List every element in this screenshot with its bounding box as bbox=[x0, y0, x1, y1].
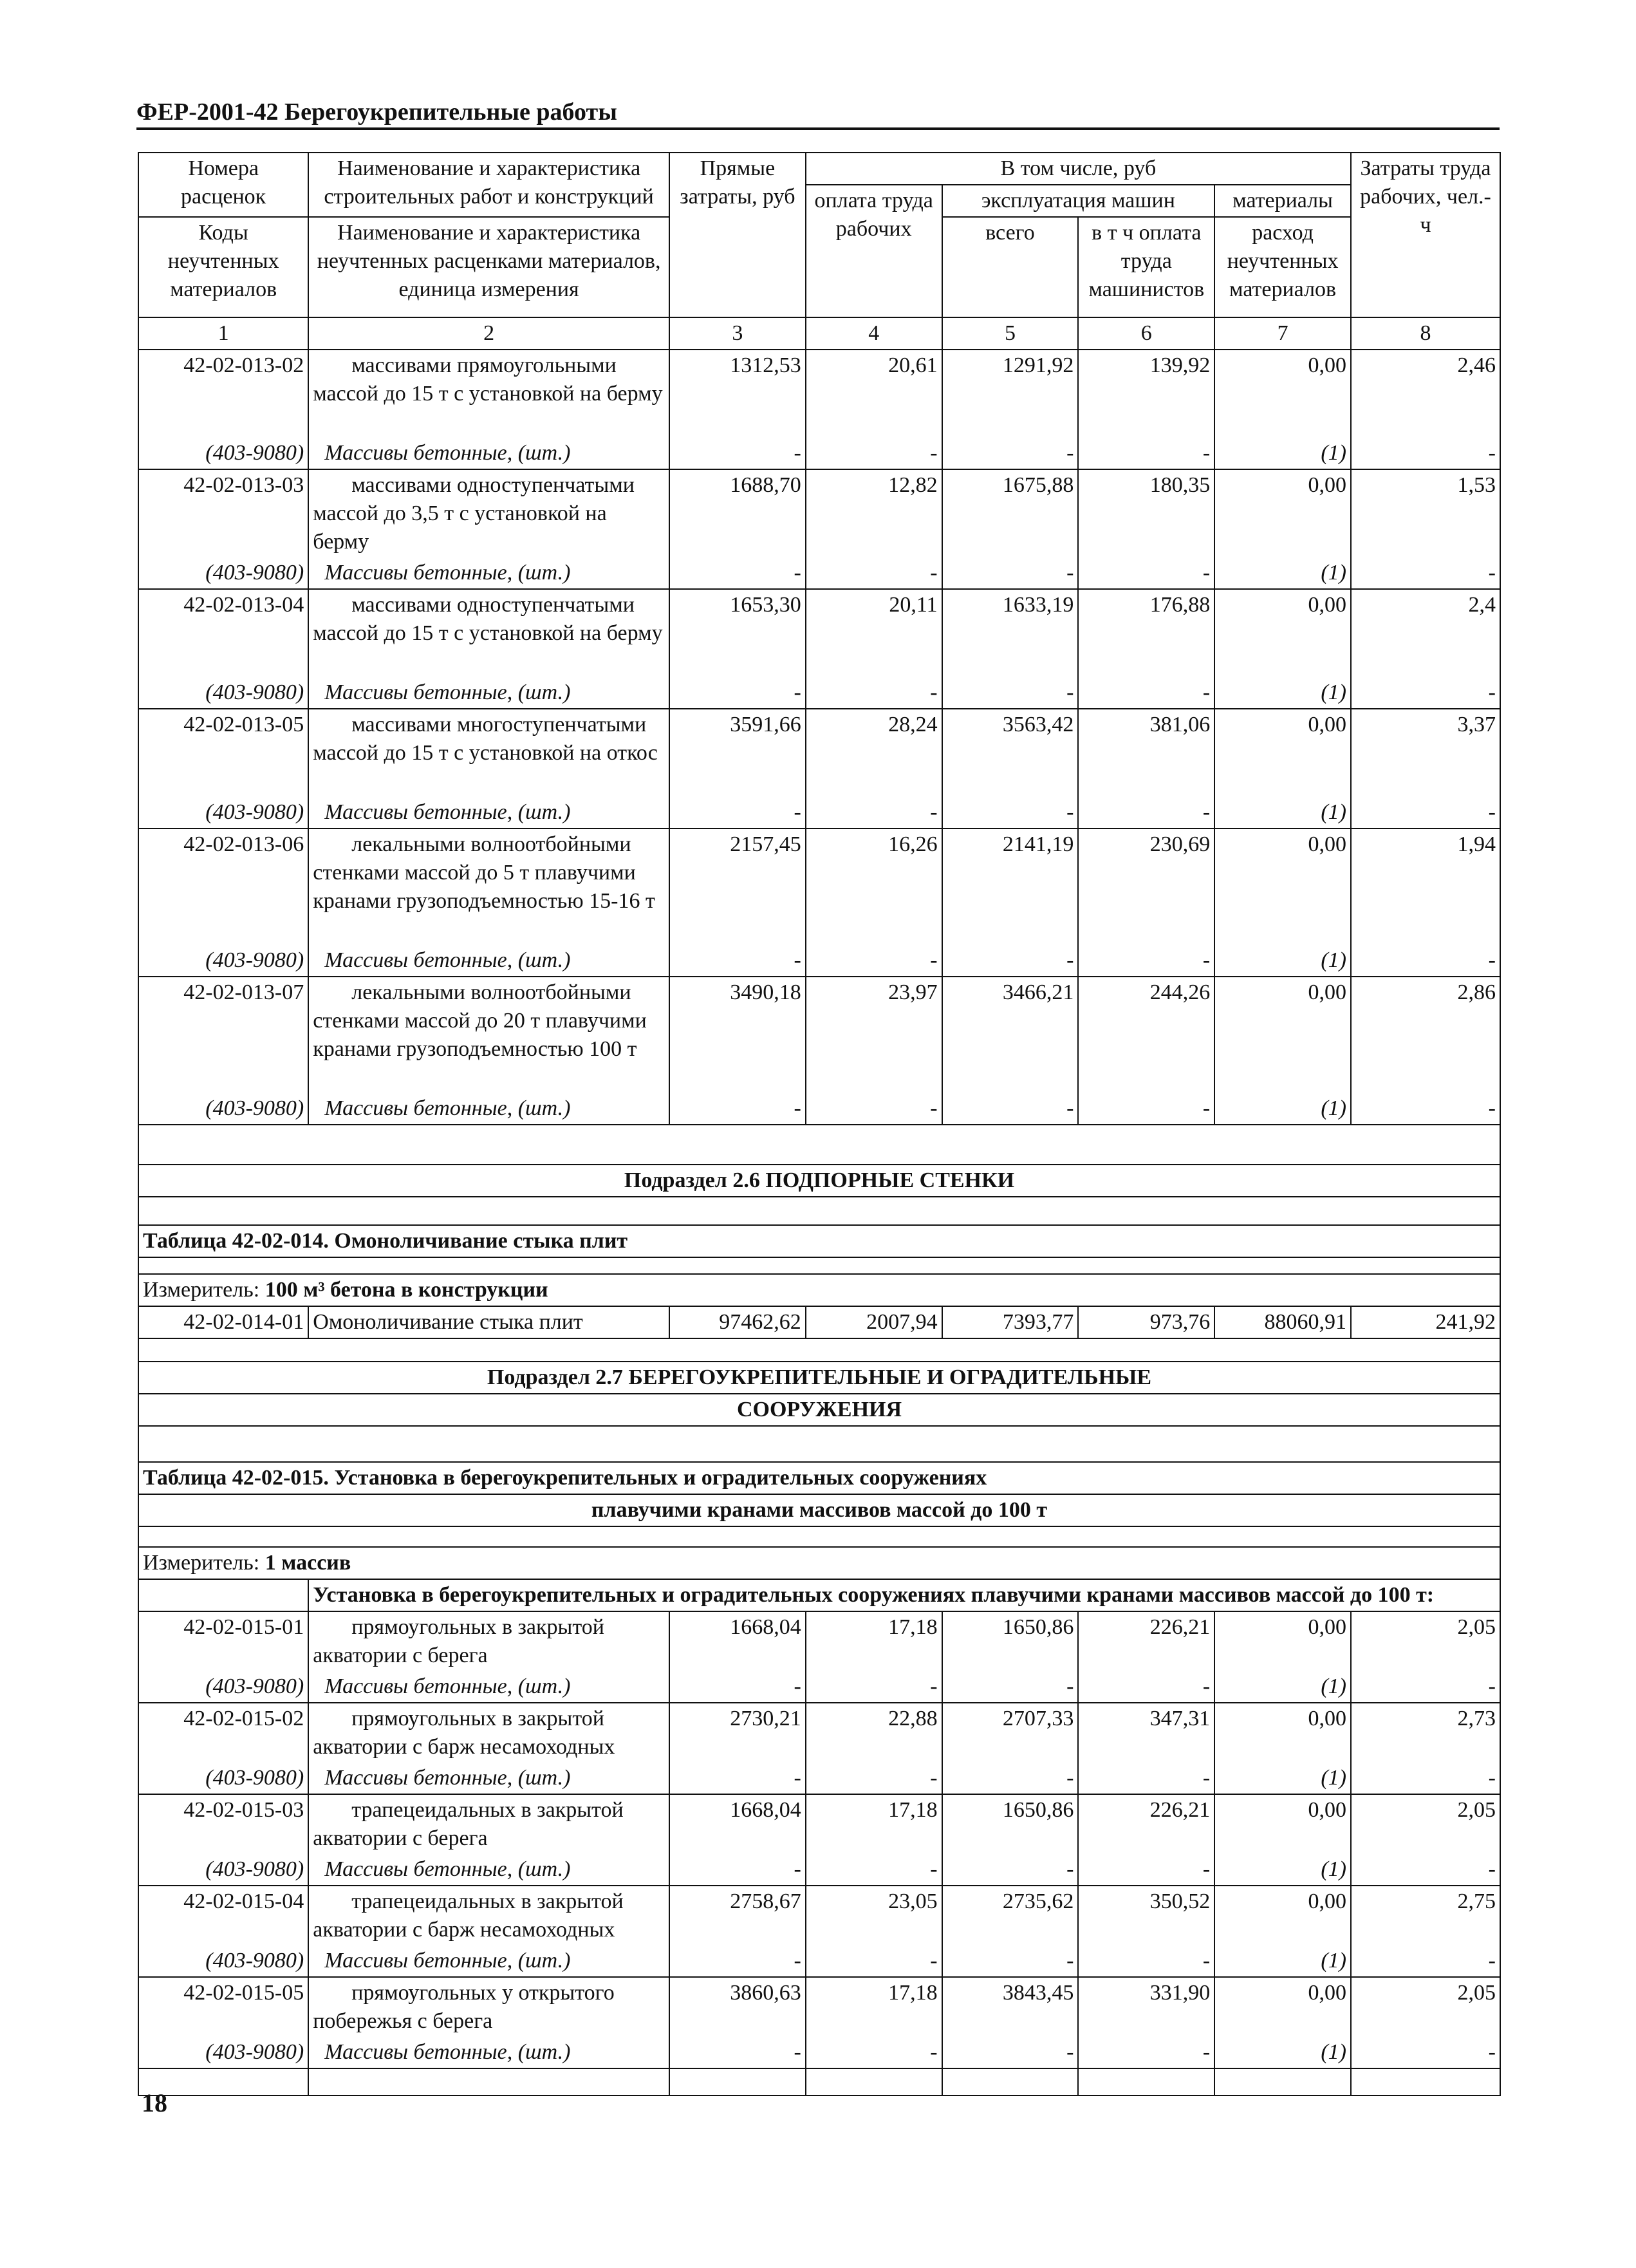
material-name: Массивы бетонные, (шт.) bbox=[308, 2037, 669, 2068]
material-row bbox=[138, 2037, 1500, 2068]
rate-code: 42-02-015-04 bbox=[138, 1886, 308, 1945]
material-code: (403-9080) bbox=[138, 1093, 308, 1125]
rate-code: 42-02-015-05 bbox=[138, 1977, 308, 2037]
rate-value: 2141,19 bbox=[942, 829, 1079, 945]
rate-name: прямоугольных в закрытой акватории с берега bbox=[308, 1611, 669, 1671]
material-code: (403-9080) bbox=[138, 677, 308, 709]
material-value: - bbox=[1351, 797, 1500, 829]
rate-name: массивами многоступенчатыми массой до 15 т с установкой на откос bbox=[308, 709, 669, 797]
material-value: - bbox=[942, 1945, 1079, 1977]
material-code: (403-9080) bbox=[138, 438, 308, 469]
material-code: (403-9080) bbox=[138, 1854, 308, 1886]
rate-code: 42-02-013-02 bbox=[138, 350, 308, 438]
material-value: (1) bbox=[1214, 1671, 1351, 1703]
material-value: - bbox=[669, 797, 806, 829]
material-value: - bbox=[806, 438, 942, 469]
material-value: - bbox=[1078, 1763, 1214, 1794]
table-end-row bbox=[138, 2068, 1500, 2095]
rate-value: 1653,30 bbox=[669, 589, 806, 677]
table-42-02-015-body bbox=[138, 1611, 1500, 2068]
material-value: (1) bbox=[1214, 945, 1351, 977]
table-42-02-015-title-1: Таблица 42-02-015. Установка в берегоукрепительных и оградительных сооружениях bbox=[138, 1462, 1500, 1494]
column-number-7: 7 bbox=[1214, 317, 1351, 350]
material-value: - bbox=[1078, 2037, 1214, 2068]
material-value: - bbox=[1351, 558, 1500, 589]
rate-value: 0,00 bbox=[1214, 977, 1351, 1093]
material-value: - bbox=[806, 1945, 942, 1977]
rate-value: 0,00 bbox=[1214, 469, 1351, 558]
material-value: - bbox=[1351, 945, 1500, 977]
material-value: - bbox=[942, 1093, 1079, 1125]
material-value: - bbox=[1078, 1945, 1214, 1977]
material-value: - bbox=[806, 797, 942, 829]
rate-name: массивами одноступенчатыми массой до 15 т с установкой на берму bbox=[308, 589, 669, 677]
rate-value: 2,73 bbox=[1351, 1703, 1500, 1763]
rate-value: 0,00 bbox=[1214, 1794, 1351, 1854]
material-name: Массивы бетонные, (шт.) bbox=[308, 438, 669, 469]
rate-code: 42-02-013-03 bbox=[138, 469, 308, 558]
material-value: - bbox=[1078, 677, 1214, 709]
material-code: (403-9080) bbox=[138, 945, 308, 977]
machines-header: эксплуатация машин bbox=[942, 185, 1215, 217]
material-value: (1) bbox=[1214, 438, 1351, 469]
material-value: - bbox=[806, 1093, 942, 1125]
material-code: (403-9080) bbox=[138, 558, 308, 589]
material-value: - bbox=[942, 438, 1079, 469]
rate-value: 1,53 bbox=[1351, 469, 1500, 558]
rate-code: 42-02-013-04 bbox=[138, 589, 308, 677]
rate-name: массивами прямоугольными массой до 15 т с установкой на берму bbox=[308, 350, 669, 438]
table-row bbox=[138, 350, 1500, 438]
rate-value: 3490,18 bbox=[669, 977, 806, 1093]
material-value: - bbox=[942, 558, 1079, 589]
material-row bbox=[138, 1945, 1500, 1977]
material-value: (1) bbox=[1214, 1945, 1351, 1977]
group-heading-row bbox=[138, 1579, 1500, 1611]
material-value: - bbox=[669, 1854, 806, 1886]
rate-value: 20,11 bbox=[806, 589, 942, 677]
rate-name: массивами одноступенчатыми массой до 3,5 т с установкой на берму bbox=[308, 469, 669, 558]
material-value: - bbox=[1351, 438, 1500, 469]
rate-value: 2,05 bbox=[1351, 1794, 1500, 1854]
rate-value: 1650,86 bbox=[942, 1611, 1079, 1671]
section-2-6 bbox=[138, 1125, 1500, 1338]
material-code: (403-9080) bbox=[138, 2037, 308, 2068]
table-row bbox=[138, 1794, 1500, 1854]
material-row bbox=[138, 1854, 1500, 1886]
material-value: - bbox=[1351, 677, 1500, 709]
rate-value: 16,26 bbox=[806, 829, 942, 945]
material-value: (1) bbox=[1214, 558, 1351, 589]
material-value: (1) bbox=[1214, 1854, 1351, 1886]
rate-value: 0,00 bbox=[1214, 1886, 1351, 1945]
material-value: - bbox=[806, 945, 942, 977]
table-row bbox=[138, 1977, 1500, 2037]
material-value: - bbox=[942, 1854, 1079, 1886]
rate-value: 0,00 bbox=[1214, 1611, 1351, 1671]
rate-value: 2,86 bbox=[1351, 977, 1500, 1093]
rate-value: 23,05 bbox=[806, 1886, 942, 1945]
material-value: - bbox=[1351, 2037, 1500, 2068]
rate-code: 42-02-013-05 bbox=[138, 709, 308, 797]
rate-value: 1668,04 bbox=[669, 1794, 806, 1854]
material-row bbox=[138, 1671, 1500, 1703]
column-number-6: 6 bbox=[1078, 317, 1214, 350]
material-value: - bbox=[1351, 1093, 1500, 1125]
material-value: - bbox=[1078, 1093, 1214, 1125]
material-value: (1) bbox=[1214, 797, 1351, 829]
rate-value: 2,46 bbox=[1351, 350, 1500, 438]
rate-value: 347,31 bbox=[1078, 1703, 1214, 1763]
col3-header: Прямые затраты, руб bbox=[669, 153, 806, 317]
material-value: - bbox=[942, 2037, 1079, 2068]
material-row bbox=[138, 945, 1500, 977]
rate-value: 180,35 bbox=[1078, 469, 1214, 558]
col5-header: всего bbox=[942, 217, 1079, 317]
rate-value: 1650,86 bbox=[942, 1794, 1079, 1854]
rate-value: 17,18 bbox=[806, 1977, 942, 2037]
rate-value: 3591,66 bbox=[669, 709, 806, 797]
table-row bbox=[138, 829, 1500, 945]
table-42-02-013-body bbox=[138, 350, 1500, 1125]
section-2-7 bbox=[138, 1338, 1500, 1611]
column-number-row bbox=[138, 317, 1500, 350]
material-name: Массивы бетонные, (шт.) bbox=[308, 558, 669, 589]
material-value: - bbox=[669, 677, 806, 709]
material-value: - bbox=[1351, 1945, 1500, 1977]
rate-name: трапецеидальных в закрытой акватории с берега bbox=[308, 1794, 669, 1854]
rate-code: 42-02-015-02 bbox=[138, 1703, 308, 1763]
material-value: - bbox=[1351, 1763, 1500, 1794]
measure-42-02-014: Измеритель: 100 м³ бетона в конструкции bbox=[138, 1274, 1500, 1306]
material-value: - bbox=[942, 945, 1079, 977]
material-name: Массивы бетонные, (шт.) bbox=[308, 677, 669, 709]
material-value: - bbox=[669, 945, 806, 977]
rate-value: 0,00 bbox=[1214, 709, 1351, 797]
rate-name: прямоугольных у открытого побережья с берега bbox=[308, 1977, 669, 2037]
table-42-02-014-title: Таблица 42-02-014. Омоноличивание стыка плит bbox=[138, 1225, 1500, 1257]
material-name: Массивы бетонные, (шт.) bbox=[308, 1763, 669, 1794]
rate-value: 2758,67 bbox=[669, 1886, 806, 1945]
material-code: (403-9080) bbox=[138, 1763, 308, 1794]
material-value: - bbox=[1078, 1854, 1214, 1886]
rate-value: 350,52 bbox=[1078, 1886, 1214, 1945]
section-2-7-title-2: СООРУЖЕНИЯ bbox=[138, 1394, 1500, 1426]
rate-name: прямоугольных в закрытой акватории с барж несамоходных bbox=[308, 1703, 669, 1763]
col4-header: оплата труда рабочих bbox=[806, 185, 942, 317]
rate-code: 42-02-013-06 bbox=[138, 829, 308, 945]
document-title: ФЕР-2001-42 Берегоукрепительные работы bbox=[136, 98, 1500, 130]
rate-value: 2157,45 bbox=[669, 829, 806, 945]
material-value: (1) bbox=[1214, 2037, 1351, 2068]
material-name: Массивы бетонные, (шт.) bbox=[308, 1671, 669, 1703]
rate-value: 1312,53 bbox=[669, 350, 806, 438]
col6-header: в т ч оплата труда машинистов bbox=[1078, 217, 1214, 317]
material-value: - bbox=[1351, 1854, 1500, 1886]
rate-value: 20,61 bbox=[806, 350, 942, 438]
material-value: - bbox=[1078, 945, 1214, 977]
rate-value: 3466,21 bbox=[942, 977, 1079, 1093]
rate-code: 42-02-015-01 bbox=[138, 1611, 308, 1671]
material-value: - bbox=[669, 1671, 806, 1703]
rate-value: 176,88 bbox=[1078, 589, 1214, 677]
table-row bbox=[138, 1703, 1500, 1763]
including-header: В том числе, руб bbox=[806, 153, 1351, 185]
table-42-02-015-title-2: плавучими кранами массивов массой до 100 т bbox=[138, 1494, 1500, 1526]
col1-top-header: Номера расценок bbox=[138, 153, 308, 217]
material-name: Массивы бетонные, (шт.) bbox=[308, 945, 669, 977]
rate-value: 226,21 bbox=[1078, 1794, 1214, 1854]
rate-value: 226,21 bbox=[1078, 1611, 1214, 1671]
rate-value: 1,94 bbox=[1351, 829, 1500, 945]
rate-code: 42-02-015-03 bbox=[138, 1794, 308, 1854]
column-number-2: 2 bbox=[308, 317, 669, 350]
page-number: 18 bbox=[142, 2088, 167, 2117]
col7-header: расход неучтенных материалов bbox=[1214, 217, 1351, 317]
table-row bbox=[138, 1611, 1500, 1671]
rate-value: 1291,92 bbox=[942, 350, 1079, 438]
rate-value: 17,18 bbox=[806, 1794, 942, 1854]
material-value: - bbox=[1078, 797, 1214, 829]
column-number-3: 3 bbox=[669, 317, 806, 350]
rate-value: 23,97 bbox=[806, 977, 942, 1093]
rate-value: 0,00 bbox=[1214, 829, 1351, 945]
rate-code: 42-02-013-07 bbox=[138, 977, 308, 1093]
rate-value: 28,24 bbox=[806, 709, 942, 797]
material-value: - bbox=[669, 1945, 806, 1977]
material-row bbox=[138, 797, 1500, 829]
material-value: - bbox=[806, 1854, 942, 1886]
rate-value: 2,75 bbox=[1351, 1886, 1500, 1945]
material-name: Массивы бетонные, (шт.) bbox=[308, 1093, 669, 1125]
material-row bbox=[138, 438, 1500, 469]
material-value: - bbox=[942, 677, 1079, 709]
material-row bbox=[138, 558, 1500, 589]
material-value: - bbox=[806, 2037, 942, 2068]
rate-value: 0,00 bbox=[1214, 589, 1351, 677]
rate-value: 3,37 bbox=[1351, 709, 1500, 797]
rate-value: 0,00 bbox=[1214, 1703, 1351, 1763]
rate-value: 2,4 bbox=[1351, 589, 1500, 677]
table-row bbox=[138, 709, 1500, 797]
rate-value: 12,82 bbox=[806, 469, 942, 558]
table-row: 42-02-014-01 Омоноличивание стыка плит 97462,62 2007,94 7393,77 973,76 88060,91 241,92 bbox=[138, 1306, 1500, 1338]
material-value: - bbox=[1078, 558, 1214, 589]
column-number-1: 1 bbox=[138, 317, 308, 350]
material-value: - bbox=[806, 677, 942, 709]
material-name: Массивы бетонные, (шт.) bbox=[308, 797, 669, 829]
material-value: - bbox=[1078, 438, 1214, 469]
rate-value: 230,69 bbox=[1078, 829, 1214, 945]
material-value: - bbox=[942, 797, 1079, 829]
measure-42-02-015: Измеритель: 1 массив bbox=[138, 1547, 1500, 1579]
material-value: (1) bbox=[1214, 677, 1351, 709]
col8-header: Затраты труда рабочих, чел.-ч bbox=[1351, 153, 1500, 317]
rate-value: 381,06 bbox=[1078, 709, 1214, 797]
table-row bbox=[138, 589, 1500, 677]
material-value: - bbox=[1078, 1671, 1214, 1703]
material-code: (403-9080) bbox=[138, 797, 308, 829]
material-value: - bbox=[806, 558, 942, 589]
material-value: - bbox=[806, 1671, 942, 1703]
material-row bbox=[138, 677, 1500, 709]
column-number-4: 4 bbox=[806, 317, 942, 350]
group-heading: Установка в берегоукрепительных и оградительных сооружениях плавучими кранами массивов массой до 100 т: bbox=[308, 1579, 1500, 1611]
table-row bbox=[138, 469, 1500, 558]
material-code: (403-9080) bbox=[138, 1671, 308, 1703]
materials-header: материалы bbox=[1214, 185, 1351, 217]
table-row bbox=[138, 1886, 1500, 1945]
rate-name: трапецеидальных в закрытой акватории с барж несамоходных bbox=[308, 1886, 669, 1945]
rate-value: 1675,88 bbox=[942, 469, 1079, 558]
column-number-8: 8 bbox=[1351, 317, 1500, 350]
rate-value: 22,88 bbox=[806, 1703, 942, 1763]
header-row-1 bbox=[138, 153, 1500, 185]
rates-table bbox=[138, 152, 1501, 2096]
rate-value: 244,26 bbox=[1078, 977, 1214, 1093]
material-value: - bbox=[806, 1763, 942, 1794]
material-value: - bbox=[669, 2037, 806, 2068]
col1-bottom-header: Коды неучтенных материалов bbox=[138, 217, 308, 317]
rate-value: 331,90 bbox=[1078, 1977, 1214, 2037]
rate-value: 2707,33 bbox=[942, 1703, 1079, 1763]
rate-value: 2730,21 bbox=[669, 1703, 806, 1763]
section-2-7-title-1: Подраздел 2.7 БЕРЕГОУКРЕПИТЕЛЬНЫЕ И ОГРАДИТЕЛЬНЫЕ bbox=[138, 1362, 1500, 1394]
material-value: (1) bbox=[1214, 1763, 1351, 1794]
rate-value: 2,05 bbox=[1351, 1977, 1500, 2037]
material-value: - bbox=[942, 1763, 1079, 1794]
material-value: - bbox=[669, 1763, 806, 1794]
material-value: - bbox=[669, 1093, 806, 1125]
rate-value: 139,92 bbox=[1078, 350, 1214, 438]
material-code: (403-9080) bbox=[138, 1945, 308, 1977]
material-row bbox=[138, 1093, 1500, 1125]
rate-value: 3843,45 bbox=[942, 1977, 1079, 2037]
material-name: Массивы бетонные, (шт.) bbox=[308, 1854, 669, 1886]
rate-name: лекальными волноотбойными стенками массой до 20 т плавучими кранами грузоподъемностью 100 т bbox=[308, 977, 669, 1093]
col2-top-header: Наименование и характеристика строительных работ и конструкций bbox=[308, 153, 669, 217]
rate-value: 0,00 bbox=[1214, 1977, 1351, 2037]
column-number-5: 5 bbox=[942, 317, 1079, 350]
rate-name: лекальными волноотбойными стенками массой до 5 т плавучими кранами грузоподъемностью 15-16 т bbox=[308, 829, 669, 945]
rate-value: 0,00 bbox=[1214, 350, 1351, 438]
rate-value: 2735,62 bbox=[942, 1886, 1079, 1945]
material-value: - bbox=[669, 438, 806, 469]
rate-value: 1668,04 bbox=[669, 1611, 806, 1671]
section-2-6-title: Подраздел 2.6 ПОДПОРНЫЕ СТЕНКИ bbox=[138, 1165, 1500, 1197]
col2-bottom-header: Наименование и характеристика неучтенных расценками материалов, единица измерения bbox=[308, 217, 669, 317]
material-value: (1) bbox=[1214, 1093, 1351, 1125]
material-value: - bbox=[1351, 1671, 1500, 1703]
material-value: - bbox=[942, 1671, 1079, 1703]
rate-value: 1633,19 bbox=[942, 589, 1079, 677]
rate-value: 3563,42 bbox=[942, 709, 1079, 797]
rate-value: 3860,63 bbox=[669, 1977, 806, 2037]
material-name: Массивы бетонные, (шт.) bbox=[308, 1945, 669, 1977]
table-row bbox=[138, 977, 1500, 1093]
material-value: - bbox=[669, 558, 806, 589]
material-row bbox=[138, 1763, 1500, 1794]
rate-value: 1688,70 bbox=[669, 469, 806, 558]
rate-value: 17,18 bbox=[806, 1611, 942, 1671]
rate-value: 2,05 bbox=[1351, 1611, 1500, 1671]
